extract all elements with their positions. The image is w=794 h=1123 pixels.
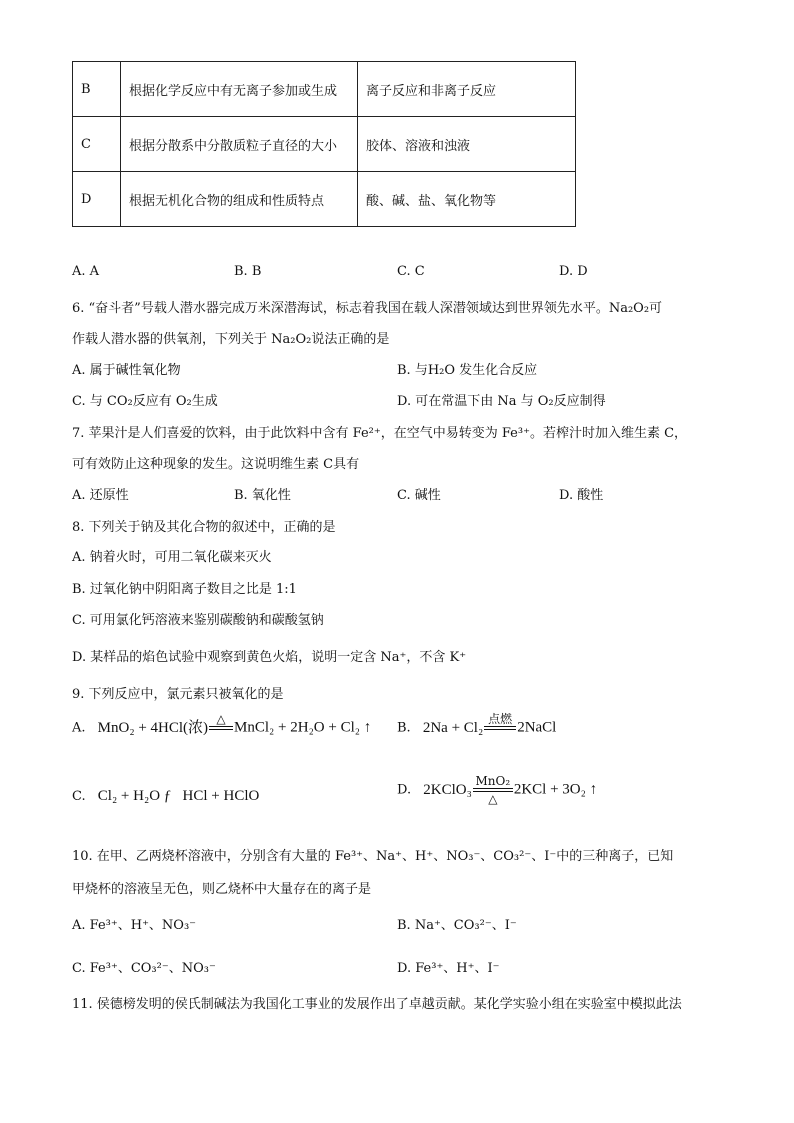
q6-option-b: B. 与H₂O 发生化合反应 [397,363,538,378]
table-row [73,172,576,227]
q6-stem-line2: 作载人潜水器的供氧剂，下列关于 Na₂O₂说法正确的是 [72,332,390,347]
equation-left: 2KClO₃ [423,781,472,798]
q8-option-d: D. 某样品的焰色试验中观察到黄色火焰，说明一定含 Na⁺，不含 K⁺ [72,650,467,665]
equation: Cl₂ + H₂O ƒ HCl + HClO [97,788,260,804]
reaction-arrow [209,712,233,744]
q5-option-d: D. D [559,264,588,279]
q8-option-c: C. 可用氯化钙溶液来鉴别碳酸钠和碳酸氢钠 [72,613,324,628]
reaction-arrow [484,712,516,744]
condition-bottom: △ [488,792,498,806]
q11-stem-line1: 11. 侯德榜发明的侯氏制碱法为我国化工事业的发展作出了卓越贡献。某化学实验小组在实验室中模拟此法 [72,997,682,1012]
option-label: C. [72,789,86,804]
row-result: 离子反应和非离子反应 [358,62,576,117]
condition-top: MnO₂ [475,774,511,788]
condition-top: △ [216,712,226,726]
row-basis: 根据无机化合物的组成和性质特点 [121,172,358,227]
equation-left: 2Na + Cl₂ [422,719,484,736]
q9-option-a [72,712,371,744]
q7-stem-line1: 7. 苹果汁是人们喜爱的饮料，由于此饮料中含有 Fe²⁺，在空气中易转变为 Fe³⁺。若榨汁时加入维生素 C， [72,426,688,441]
row-basis: 根据化学反应中有无离子参加或生成 [121,62,358,117]
row-label: C [73,117,121,172]
q7-option-c: C. 碱性 [397,488,441,503]
q10-stem-line2: 甲烧杯的溶液呈无色，则乙烧杯中大量存在的离子是 [72,882,372,897]
equation-right: MnCl₂ + 2H₂O + Cl₂ ↑ [234,719,372,736]
option-label: B. [397,720,411,736]
q9-option-c [72,788,259,805]
row-label: B [73,62,121,117]
option-label: A. [72,720,86,736]
q8-stem: 8. 下列关于钠及其化合物的叙述中，正确的是 [72,520,336,535]
q10-stem-line1: 10. 在甲、乙两烧杯溶液中，分别含有大量的 Fe³⁺、Na⁺、H⁺、NO₃⁻、CO₃²⁻、I⁻中的三种离子，已知 [72,849,674,864]
reaction-arrow [473,774,513,806]
table-row [73,62,576,117]
q10-option-b: B. Na⁺、CO₃²⁻、I⁻ [397,918,517,933]
equation-left: MnO₂ + 4HCl(浓) [97,719,209,736]
equation-right: 2NaCl [517,719,557,736]
q10-option-a: A. Fe³⁺、H⁺、NO₃⁻ [72,918,197,933]
q6-option-d: D. 可在常温下由 Na 与 O₂反应制得 [397,394,606,409]
q6-stem-line1: 6. “奋斗者”号载人潜水器完成万米深潜海试，标志着我国在载人深潜领域达到世界领先水平。Na₂O₂可 [72,301,663,316]
q6-option-c: C. 与 CO₂反应有 O₂生成 [72,394,218,409]
q8-option-b: B. 过氧化钠中阴阳离子数目之比是 1:1 [72,582,297,597]
q7-option-d: D. 酸性 [559,488,604,503]
q9-option-b [397,712,556,744]
q10-option-c: C. Fe³⁺、CO₃²⁻、NO₃⁻ [72,961,216,976]
row-basis: 根据分散系中分散质粒子直径的大小 [121,117,358,172]
q6-option-a: A. 属于碱性氧化物 [72,363,181,378]
q5-option-a: A. A [72,264,100,279]
q9-stem: 9. 下列反应中，氯元素只被氧化的是 [72,687,284,702]
q7-option-b: B. 氧化性 [234,488,291,503]
option-label: D. [397,782,412,798]
q10-option-d: D. Fe³⁺、H⁺、I⁻ [397,961,500,976]
q5-option-c: C. C [397,264,425,279]
q5-option-b: B. B [234,264,262,279]
condition-top: 点燃 [488,712,513,726]
q9-option-d [397,774,597,806]
equation-right: 2KCl + 3O₂ ↑ [513,781,598,798]
classification-table [72,61,576,227]
table-row [73,117,576,172]
row-result: 酸、碱、盐、氧化物等 [358,172,576,227]
q8-option-a: A. 钠着火时，可用二氧化碳来灭火 [72,550,272,565]
row-result: 胶体、溶液和浊液 [358,117,576,172]
q7-option-a: A. 还原性 [72,488,129,503]
row-label: D [73,172,121,227]
q7-stem-line2: 可有效防止这种现象的发生。这说明维生素 C具有 [72,457,360,472]
